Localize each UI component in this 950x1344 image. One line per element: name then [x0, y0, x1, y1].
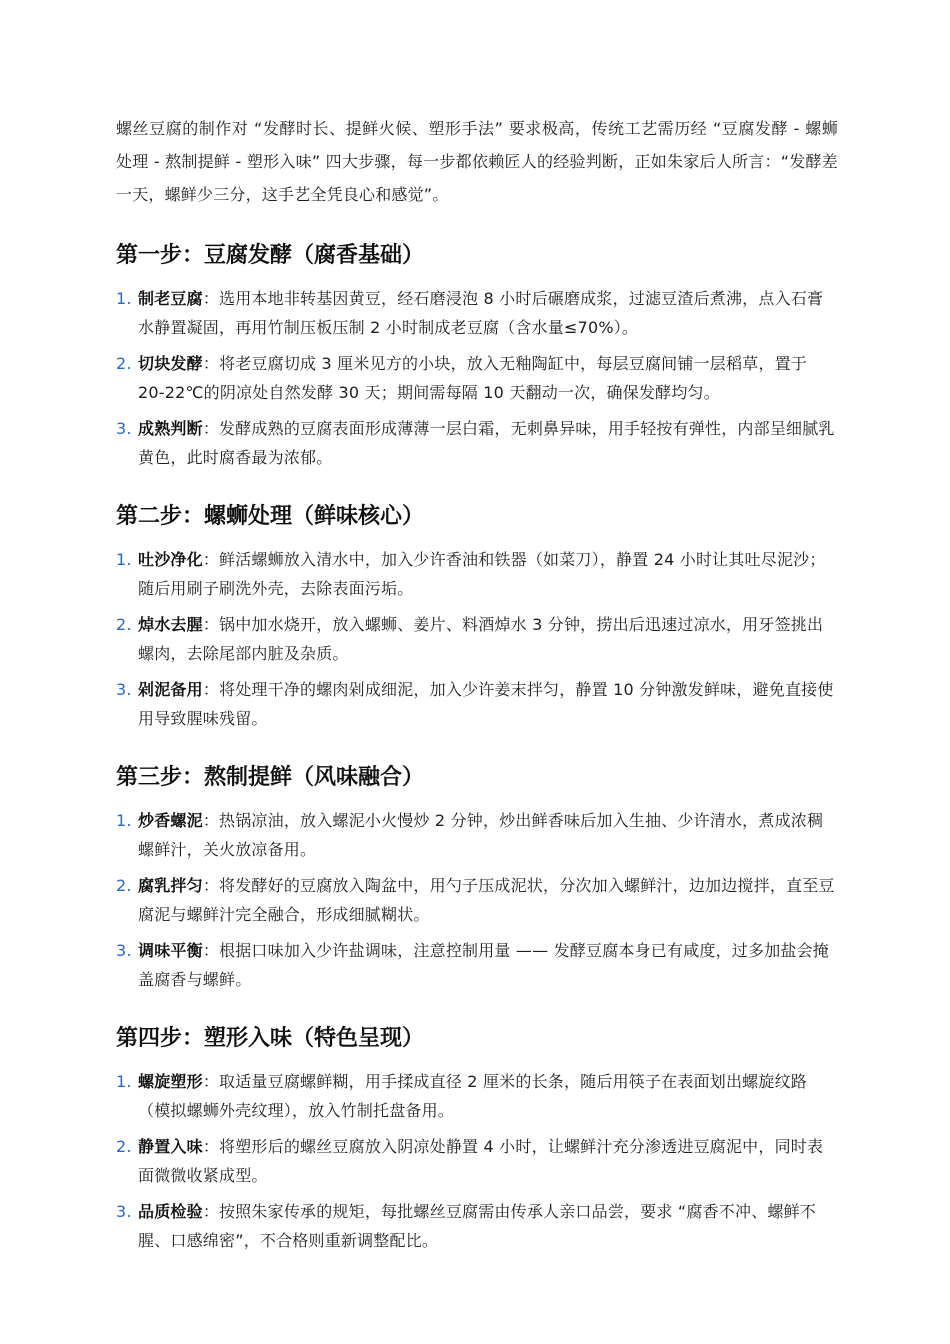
list-item: 3. 品质检验：按照朱家传承的规矩，每批螺丝豆腐需由传承人亲口品尝，要求 “腐香不冲、螺鲜不腥、口感绵密”，不合格则重新调整配比。	[116, 1198, 838, 1255]
list-number: 2.	[116, 354, 132, 373]
step-title: 腐乳拌匀	[138, 876, 203, 895]
list-item: 3. 成熟判断：发酵成熟的豆腐表面形成薄薄一层白霜，无刺鼻异味，用手轻按有弹性，内部呈细腻乳黄色，此时腐香最为浓郁。	[116, 415, 838, 472]
list-number: 3.	[116, 680, 132, 699]
step-text: 将处理干净的螺肉剁成细泥，加入少许姜末拌匀，静置 10 分钟激发鲜味，避免直接使用导致腥味残留。	[138, 680, 834, 728]
step-text: 锅中加水烧开，放入螺蛳、姜片、料酒焯水 3 分钟，捞出后迅速过凉水，用牙签挑出螺肉，去除尾部内脏及杂质。	[138, 615, 824, 663]
step-text: 发酵成熟的豆腐表面形成薄薄一层白霜，无刺鼻异味，用手轻按有弹性，内部呈细腻乳黄色，此时腐香最为浓郁。	[138, 419, 835, 467]
list-item: 3. 调味平衡：根据口味加入少许盐调味，注意控制用量 —— 发酵豆腐本身已有咸度，过多加盐会掩盖腐香与螺鲜。	[116, 937, 838, 994]
list-number: 1.	[116, 811, 132, 830]
section-title: 第一步：豆腐发酵（腐香基础）	[116, 243, 425, 268]
section-title: 第四步：塑形入味（特色呈现）	[116, 1026, 425, 1051]
step-title: 切块发酵	[138, 354, 203, 373]
list-item: 1. 炒香螺泥：热锅凉油，放入螺泥小火慢炒 2 分钟，炒出鲜香味后加入生抽、少许清水，煮成浓稠螺鲜汁，关火放凉备用。	[116, 807, 838, 864]
list-number: 3.	[116, 419, 132, 438]
list-item: 1. 吐沙净化：鲜活螺蛳放入清水中，加入少许香油和铁器（如菜刀），静置 24 小时让其吐尽泥沙；随后用刷子刷洗外壳，去除表面污垢。	[116, 546, 838, 603]
list-item: 2. 腐乳拌匀：将发酵好的豆腐放入陶盆中，用勺子压成泥状，分次加入螺鲜汁，边加边搅拌，直至豆腐泥与螺鲜汁完全融合，形成细腻糊状。	[116, 872, 838, 929]
list-number: 2.	[116, 1137, 132, 1156]
step-title: 品质检验	[138, 1202, 203, 1221]
step-text: 热锅凉油，放入螺泥小火慢炒 2 分钟，炒出鲜香味后加入生抽、少许清水，煮成浓稠螺鲜汁，关火放凉备用。	[138, 811, 824, 859]
step-title: 剁泥备用	[138, 680, 203, 699]
section-step-4	[116, 1024, 838, 1255]
step-text: 将发酵好的豆腐放入陶盆中，用勺子压成泥状，分次加入螺鲜汁，边加边搅拌，直至豆腐泥与螺鲜汁完全融合，形成细腻糊状。	[138, 876, 835, 924]
step-title: 制老豆腐	[138, 289, 203, 308]
step-list	[116, 546, 838, 733]
section-step-3	[116, 763, 838, 994]
step-list	[116, 1068, 838, 1255]
step-text: 鲜活螺蛳放入清水中，加入少许香油和铁器（如菜刀），静置 24 小时让其吐尽泥沙；随后用刷子刷洗外壳，去除表面污垢。	[138, 550, 826, 598]
list-item: 2. 焯水去腥：锅中加水烧开，放入螺蛳、姜片、料酒焯水 3 分钟，捞出后迅速过凉水，用牙签挑出螺肉，去除尾部内脏及杂质。	[116, 611, 838, 668]
section-step-1	[116, 241, 838, 472]
step-title: 吐沙净化	[138, 550, 203, 569]
step-title: 焯水去腥	[138, 615, 203, 634]
step-list	[116, 285, 838, 472]
list-number: 3.	[116, 1202, 132, 1221]
step-list	[116, 807, 838, 994]
section-step-2	[116, 502, 838, 733]
step-text: 按照朱家传承的规矩，每批螺丝豆腐需由传承人亲口品尝，要求 “腐香不冲、螺鲜不腥、口感绵密”，不合格则重新调整配比。	[138, 1202, 816, 1250]
step-title: 调味平衡	[138, 941, 203, 960]
list-item: 1. 制老豆腐：选用本地非转基因黄豆，经石磨浸泡 8 小时后碾磨成浆，过滤豆渣后煮沸，点入石膏水静置凝固，再用竹制压板压制 2 小时制成老豆腐（含水量≤70%）。	[116, 285, 838, 342]
step-text: 将老豆腐切成 3 厘米见方的小块，放入无釉陶缸中，每层豆腐间铺一层稻草，置于 20-22℃的阴凉处自然发酵 30 天；期间需每隔 10 天翻动一次，确保发酵均匀。	[138, 354, 807, 402]
list-number: 1.	[116, 1072, 132, 1091]
list-number: 1.	[116, 289, 132, 308]
list-number: 2.	[116, 876, 132, 895]
list-item: 2. 切块发酵：将老豆腐切成 3 厘米见方的小块，放入无釉陶缸中，每层豆腐间铺一层稻草，置于 20-22℃的阴凉处自然发酵 30 天；期间需每隔 10 天翻动一次，确保发酵均匀。	[116, 350, 838, 407]
step-text: 将塑形后的螺丝豆腐放入阴凉处静置 4 小时，让螺鲜汁充分渗透进豆腐泥中，同时表面微微收紧成型。	[138, 1137, 824, 1185]
list-number: 1.	[116, 550, 132, 569]
list-item: 2. 静置入味：将塑形后的螺丝豆腐放入阴凉处静置 4 小时，让螺鲜汁充分渗透进豆腐泥中，同时表面微微收紧成型。	[116, 1133, 838, 1190]
list-item: 1. 螺旋塑形：取适量豆腐螺鲜糊，用手揉成直径 2 厘米的长条，随后用筷子在表面划出螺旋纹路（模拟螺蛳外壳纹理），放入竹制托盘备用。	[116, 1068, 838, 1125]
list-number: 3.	[116, 941, 132, 960]
document-page	[116, 112, 838, 1263]
step-text: 根据口味加入少许盐调味，注意控制用量 —— 发酵豆腐本身已有咸度，过多加盐会掩盖腐香与螺鲜。	[138, 941, 829, 989]
step-title: 成熟判断	[138, 419, 203, 438]
list-number: 2.	[116, 615, 132, 634]
step-text: 选用本地非转基因黄豆，经石磨浸泡 8 小时后碾磨成浆，过滤豆渣后煮沸，点入石膏水静置凝固，再用竹制压板压制 2 小时制成老豆腐（含水量≤70%）。	[138, 289, 824, 337]
step-title: 静置入味	[138, 1137, 203, 1156]
intro-paragraph: 螺丝豆腐的制作对 “发酵时长、提鲜火候、塑形手法” 要求极高，传统工艺需历经 “豆腐发酵 - 螺蛳处理 - 熬制提鲜 - 塑形入味” 四大步骤，每一步都依赖匠人的经验判断，正如朱家后人所言：“发酵差一天，螺鲜少三分，这手艺全凭良心和感觉”。	[116, 119, 838, 204]
step-title: 炒香螺泥	[138, 811, 203, 830]
list-item: 3. 剁泥备用：将处理干净的螺肉剁成细泥，加入少许姜末拌匀，静置 10 分钟激发鲜味，避免直接使用导致腥味残留。	[116, 676, 838, 733]
step-title: 螺旋塑形	[138, 1072, 203, 1091]
section-title: 第二步：螺蛳处理（鲜味核心）	[116, 504, 425, 529]
step-text: 取适量豆腐螺鲜糊，用手揉成直径 2 厘米的长条，随后用筷子在表面划出螺旋纹路（模拟螺蛳外壳纹理），放入竹制托盘备用。	[138, 1072, 807, 1120]
section-title: 第三步：熬制提鲜（风味融合）	[116, 765, 425, 790]
